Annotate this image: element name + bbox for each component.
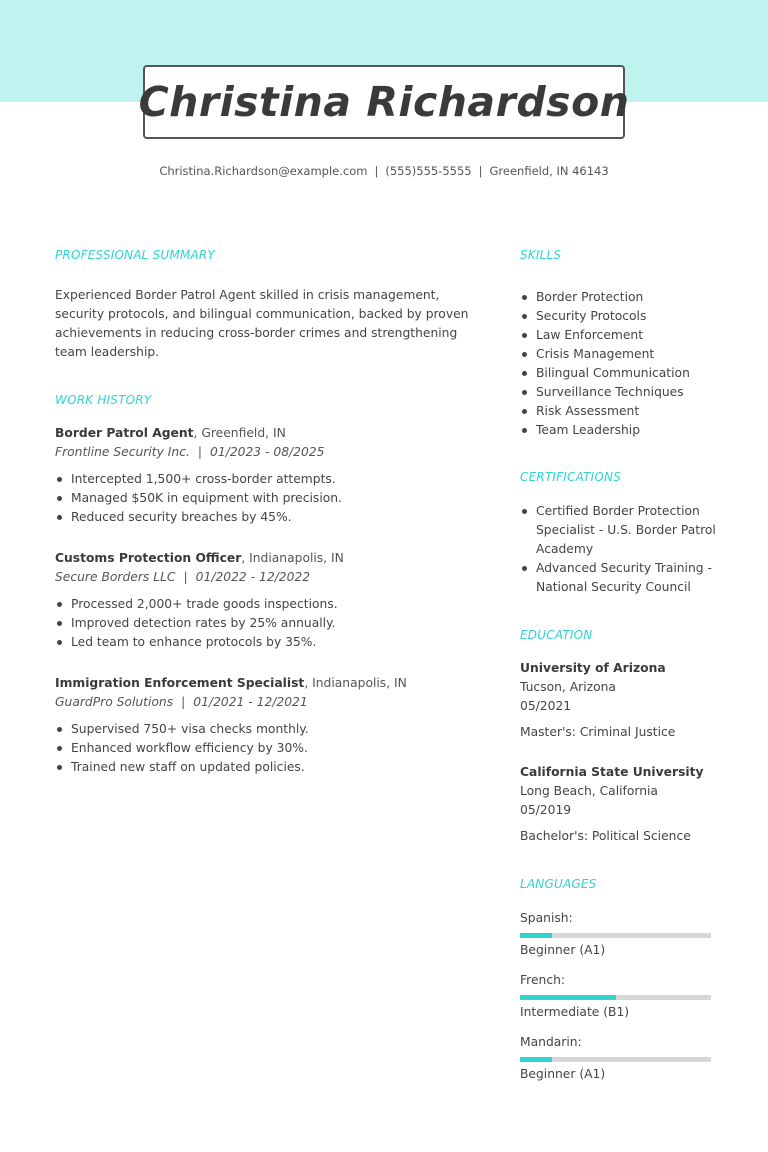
certification-item: Advanced Security Training - National Security Council (520, 559, 720, 597)
language-proficiency-fill (520, 995, 616, 1000)
education-location: Long Beach, California (520, 784, 658, 798)
job-bullet: Led team to enhance protocols by 35%. (55, 633, 475, 652)
language-entry (520, 971, 720, 1021)
job-dates: 01/2021 - 12/2021 (193, 695, 308, 709)
contact-email: Christina.Richardson@example.com (159, 164, 368, 178)
job-separator: | (181, 695, 186, 709)
contact-separator: | (478, 164, 483, 178)
job-company-dates (55, 442, 475, 462)
skill-item: Law Enforcement (520, 326, 720, 345)
languages-heading: LANGUAGES (520, 877, 597, 891)
job-title: Border Patrol Agent (55, 426, 194, 440)
job-bullet: Trained new staff on updated policies. (55, 758, 475, 777)
skill-item: Team Leadership (520, 421, 720, 440)
skill-item: Crisis Management (520, 345, 720, 364)
job-company: GuardPro Solutions (55, 695, 174, 709)
language-proficiency-bar (520, 995, 711, 1000)
skill-item: Security Protocols (520, 307, 720, 326)
job-location: , Greenfield, IN (193, 426, 286, 440)
job-separator: | (183, 570, 188, 584)
language-proficiency-fill (520, 933, 552, 938)
job-company: Frontline Security Inc. (55, 445, 190, 459)
education-date: 05/2021 (520, 699, 572, 713)
contact-separator: | (374, 164, 379, 178)
job-heading (55, 674, 475, 692)
job-company-dates (55, 567, 475, 587)
job-title: Customs Protection Officer (55, 551, 242, 565)
name-frame (138, 65, 630, 139)
job-entry (55, 424, 475, 527)
certification-item: Certified Border Protection Specialist - U.S. Border Patrol Academy (520, 502, 720, 559)
language-level: Beginner (A1) (520, 1067, 606, 1081)
job-bullet: Improved detection rates by 25% annually. (55, 614, 475, 633)
education-entry (520, 659, 720, 742)
job-heading (55, 549, 475, 567)
skills-heading: SKILLS (520, 248, 562, 262)
language-entry (520, 1033, 720, 1083)
education-degree: Master's: Criminal Justice (520, 725, 676, 739)
language-level: Intermediate (B1) (520, 1005, 630, 1019)
language-level: Beginner (A1) (520, 943, 606, 957)
language-name: Mandarin: (520, 1035, 582, 1049)
job-bullets (55, 470, 475, 527)
skill-item: Border Protection (520, 288, 720, 307)
contact-line (0, 164, 768, 178)
job-location: , Indianapolis, IN (241, 551, 344, 565)
contact-location: Greenfield, IN 46143 (489, 164, 609, 178)
job-dates: 01/2022 - 12/2022 (195, 570, 311, 584)
right-column (520, 248, 720, 1083)
skills-list (520, 288, 720, 440)
job-bullet: Managed $50K in equipment with precision. (55, 489, 475, 508)
skill-item: Risk Assessment (520, 402, 720, 421)
language-proficiency-bar (520, 1057, 711, 1062)
job-heading (55, 424, 475, 442)
education-date: 05/2019 (520, 803, 572, 817)
job-bullet: Supervised 750+ visa checks monthly. (55, 720, 475, 739)
language-proficiency-bar (520, 933, 711, 938)
language-proficiency-fill (520, 1057, 552, 1062)
job-company-dates (55, 692, 475, 712)
job-bullet: Processed 2,000+ trade goods inspections. (55, 595, 475, 614)
job-bullet: Intercepted 1,500+ cross-border attempts. (55, 470, 475, 489)
certifications-heading: CERTIFICATIONS (520, 470, 622, 484)
job-company: Secure Borders LLC (55, 570, 176, 584)
job-dates: 01/2023 - 08/2025 (210, 445, 325, 459)
left-column (55, 248, 475, 777)
contact-phone: (555)555-5555 (385, 164, 472, 178)
job-bullets (55, 595, 475, 652)
job-entry (55, 674, 475, 777)
job-entry (55, 549, 475, 652)
skill-item: Bilingual Communication (520, 364, 720, 383)
job-bullet: Enhanced workflow efficiency by 30%. (55, 739, 475, 758)
summary-text: Experienced Border Patrol Agent skilled in crisis management, security protocols, and bilingual communication, backed by proven achievements in reducing cross-border crimes and strengthening team leadership. (55, 288, 469, 359)
job-bullets (55, 720, 475, 777)
education-degree: Bachelor's: Political Science (520, 829, 691, 843)
education-school: California State University (520, 765, 704, 779)
job-separator: | (197, 445, 203, 459)
job-title: Immigration Enforcement Specialist (55, 676, 305, 690)
summary-heading: PROFESSIONAL SUMMARY (55, 248, 215, 262)
job-bullet: Reduced security breaches by 45%. (55, 508, 475, 527)
candidate-name: Christina Richardson (138, 78, 630, 126)
skill-item: Surveillance Techniques (520, 383, 720, 402)
language-entry (520, 909, 720, 959)
work-history-heading: WORK HISTORY (55, 393, 152, 407)
education-heading: EDUCATION (520, 628, 593, 642)
education-location: Tucson, Arizona (520, 680, 616, 694)
education-school: University of Arizona (520, 661, 666, 675)
education-entry (520, 763, 720, 846)
language-name: French: (520, 973, 566, 987)
job-location: , Indianapolis, IN (304, 676, 407, 690)
language-name: Spanish: (520, 911, 573, 925)
certifications-list (520, 502, 720, 597)
